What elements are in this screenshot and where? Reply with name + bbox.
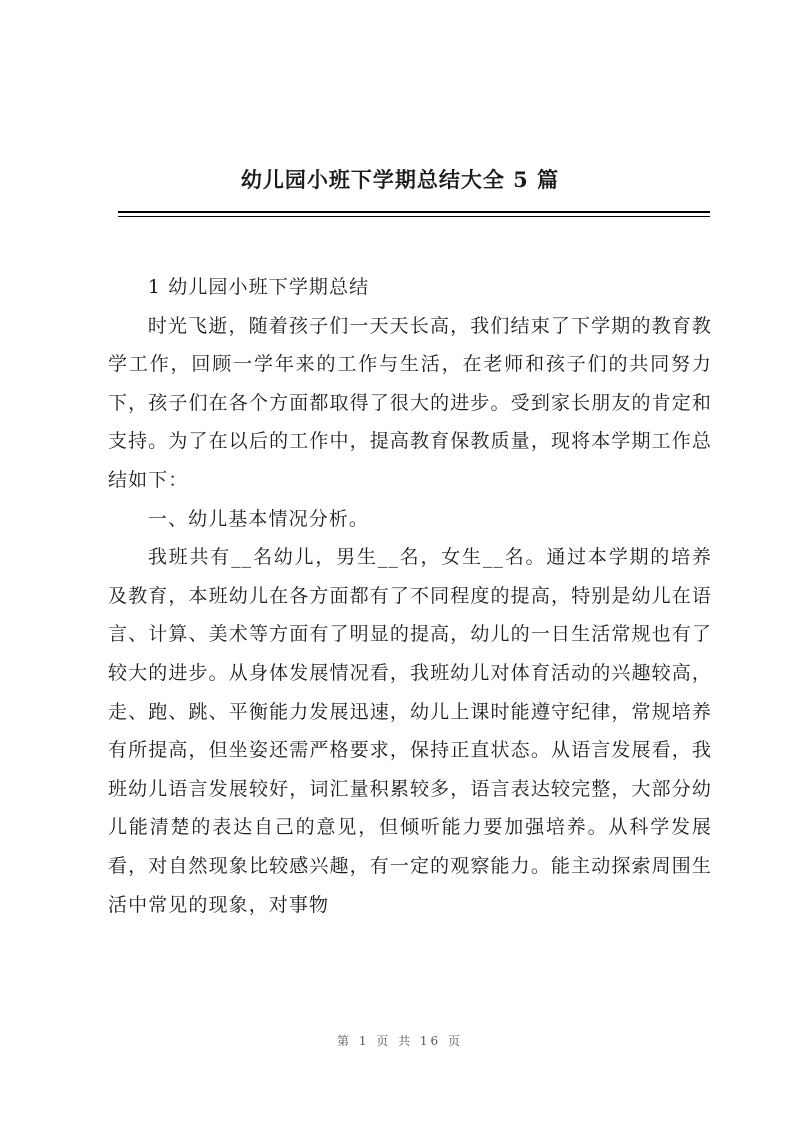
paragraph-subheading: 一、幼儿基本情况分析。 [147,507,369,530]
document-title: 幼儿园小班下学期总结大全 5 篇 [240,167,560,192]
paragraph-intro: 时光飞逝，随着孩子们一天天长高，我们结束了下学期的教育教学工作，回顾一学年来的工作与生活，在老师和孩子们的共同努力下，孩子们在各个方面都取得了很大的进步。受到家长朋友的肯定和支持。为了在以后的工作中，提高教育保教质量，现将本学期工作总结如下： [108,314,712,491]
paragraph-analysis: 我班共有__名幼儿，男生__名，女生__名。通过本学期的培养及教育，本班幼儿在各方面都有了不同程度的提高，特别是幼儿在语言、计算、美术等方面有了明显的提高，幼儿的一日生活常规也有了较大的进步。从身体发展情况看，我班幼儿对体育活动的兴趣较高，走、跑、跳、平衡能力发展迅速，幼儿上课时能遵守纪律，常规培养有所提高，但坐姿还需严格要求，保持正直状态。从语言发展看，我班幼儿语言发展较好，词汇量积累较多，语言表达较完整，大部分幼儿能清楚的表达自己的意见，但倾听能力要加强培养。从科学发展看，对自然现象比较感兴趣，有一定的观察能力。能主动探索周围生活中常见的现象，对事物 [108,546,712,916]
section-heading: 1 幼儿园小班下学期总结 [147,276,370,298]
title-divider-thin [118,216,710,217]
document-body [108,268,712,924]
title-divider [118,211,710,213]
page-footer: 第 1 页 共 16 页 [337,1034,463,1048]
